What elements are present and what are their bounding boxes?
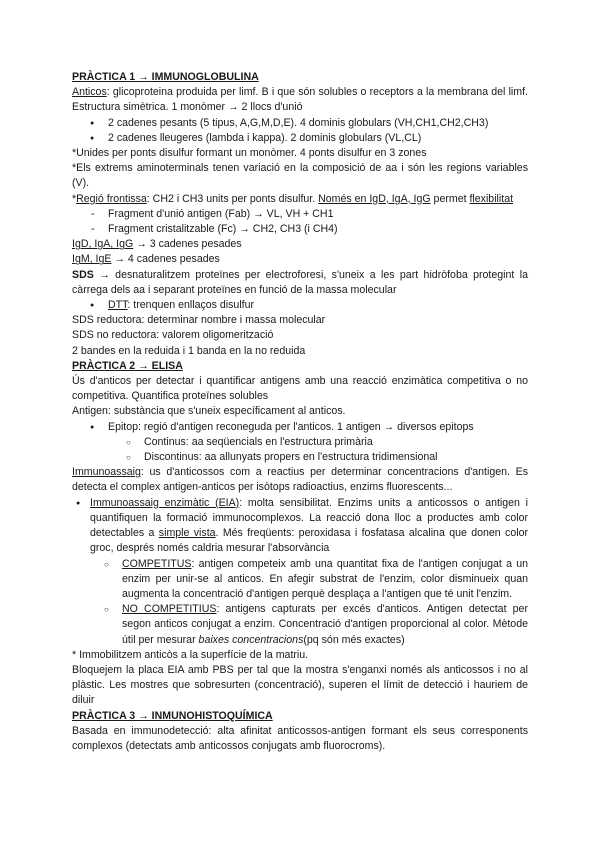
bandes-line: 2 bandes en la reduida i 1 banda en la no reduida xyxy=(72,344,306,357)
document-page xyxy=(72,70,528,754)
list-item: - Fragment cristalitzable (Fc) → CH2, CH3 (i CH4) xyxy=(108,222,528,237)
anticos-definition: Anticos: glicoproteina produida per limf. B i que són solubles o receptors a la membrana del limf. Estructura simètrica. 1 monòmer → 2 llocs d'unió xyxy=(72,86,528,114)
list-item: ○ Discontinus: aa allunyats propers en l'estructura tridimensional xyxy=(144,450,528,465)
list-item: ● Immunoassaig enzimàtic (EIA): molta sensibilitat. Enzims units a anticossos o antigen i quantifiquen la formació immunocomplexos. La reacció dona lloc a productes amb color detectables a simple vista. Més freqüents: peroxidasa i fosfatasa alcalina que donen color groc, després només caldria mesurar l'absorvància ○ COMPETITUS: antigen competeix amb una quantitat fixa de l'antigen conjugat a un enzim per unir-se al anticos. En afegir substrat de l'enzim, color disminueix quan augmenta la concentració d'antigen perquè desplaça a l'antigen que té unit l'enzim. ○ NO COMPETITIUS: antigens capturats per excés d'anticos. Antigen detectat per segon anticos conjugat a enzim. Concentració d'antigen proporcional al color. Mètode útil per mesurar baixes concentracions(pq són més exactes) xyxy=(90,496,528,648)
fragments-list xyxy=(72,207,528,237)
dtt-list xyxy=(72,298,528,313)
bloquejem-paragraph: Bloquejem la placa EIA amb PBS per tal que la mostra s'enganxi només als anticossos i no al plàstic. Les mostres que sobresurten (concentració), superen el límit de detecció i hauriem de diluir xyxy=(72,663,528,707)
sds-paragraph: SDS → desnaturalitzem proteïnes per electroforesi, s'uneix a les part hidròfoba protegint la càrrega dels aa i separant proteïnes en funció de la massa molecular xyxy=(72,268,528,296)
epitop-list xyxy=(72,420,528,466)
frontissa-paragraph: *Regió frontissa: CH2 i CH3 units per ponts disulfur. Només en IgD, IgA, IgG permet flexibilitat xyxy=(72,192,514,205)
list-item: ● Epitop: regió d'antigen reconeguda per l'anticos. 1 antigen → diversos epitops ○ Continus: aa seqüencials en l'estructura primària ○ Discontinus: aa allunyats propers en l'estructura tridimensional xyxy=(108,420,528,466)
practica3-text: Basada en immunodetecció: alta afinitat anticossos-antigen formant els seus corresponents complexos (detectats amb anticossos conjugats amb fluorocroms). xyxy=(72,724,528,752)
list-item: ○ Continus: aa seqüencials en l'estructura primària xyxy=(144,435,528,450)
list-item: - Fragment d'unió antigen (Fab) → VL, VH + CH1 xyxy=(108,207,528,222)
list-item: ○ COMPETITUS: antigen competeix amb una quantitat fixa de l'antigen conjugat a un enzim per unir-se al anticos. En afegir substrat de l'enzim, color disminueix quan augmenta la concentració d'antigen perquè desplaça a l'antigen que té unit l'enzim. xyxy=(122,557,528,603)
list-item: ○ NO COMPETITIUS: antigens capturats per excés d'anticos. Antigen detectat per segon anticos conjugat a enzim. Concentració d'antigen proporcional al color. Mètode útil per mesurar baixes concentracions(pq són més exactes) xyxy=(122,602,528,648)
eia-list xyxy=(72,496,528,648)
igm-line: IgM, IgE → 4 cadenes pesades xyxy=(72,253,220,266)
immobil-note: * Immobilitzem anticòs a la superfície de la matriu. xyxy=(72,648,309,661)
sds-reductora: SDS reductora: determinar nombre i massa molecular xyxy=(72,314,326,327)
immunoassaig-paragraph: Immunoassaig: us d'anticossos com a reactius per determinar concentracions d'antigen. Es detecta el complex antigen-anticos per isòtops radioactius, enzims fluorescents... xyxy=(72,466,528,494)
elisa-intro: Ús d'anticos per detectar i quantificar antigens amb una reacció enzimàtica competitiva o no competitiva. Quantifica proteïnes solubles xyxy=(72,375,528,403)
practica3-title: PRÀCTICA 3 → INMUNOHISTOQUÍMICA xyxy=(72,709,273,722)
practica2-title: PRÀCTICA 2 → ELISA xyxy=(72,359,183,372)
list-item: ● 2 cadenes lleugeres (lambda i kappa). 2 dominis globulars (VL,CL) xyxy=(108,131,528,146)
epitop-sublist xyxy=(108,435,528,465)
list-item: ● DTT: trenquen enllaços disulfur xyxy=(108,298,528,313)
practica1-title: PRÀCTICA 1 → IMMUNOGLOBULINA xyxy=(72,71,259,83)
eia-sublist xyxy=(90,557,528,648)
igd-line: IgD, IgA, IgG → 3 cadenes pesades xyxy=(72,238,242,251)
note-variable: *Els extrems aminoterminals tenen variació en la composició de aa i són les regions variables (V). xyxy=(72,162,528,190)
list-item: ● 2 cadenes pesants (5 tipus, A,G,M,D,E). 4 dominis globulars (VH,CH1,CH2,CH3) xyxy=(108,116,528,131)
note-disulfur: *Unides per ponts disulfur formant un monòmer. 4 ponts disulfur en 3 zones xyxy=(72,147,427,160)
antigen-definition: Antigen: substància que s'uneix específicament al anticos. xyxy=(72,405,346,418)
chains-list xyxy=(72,116,528,146)
sds-no-reductora: SDS no reductora: valorem oligomerització xyxy=(72,329,274,342)
